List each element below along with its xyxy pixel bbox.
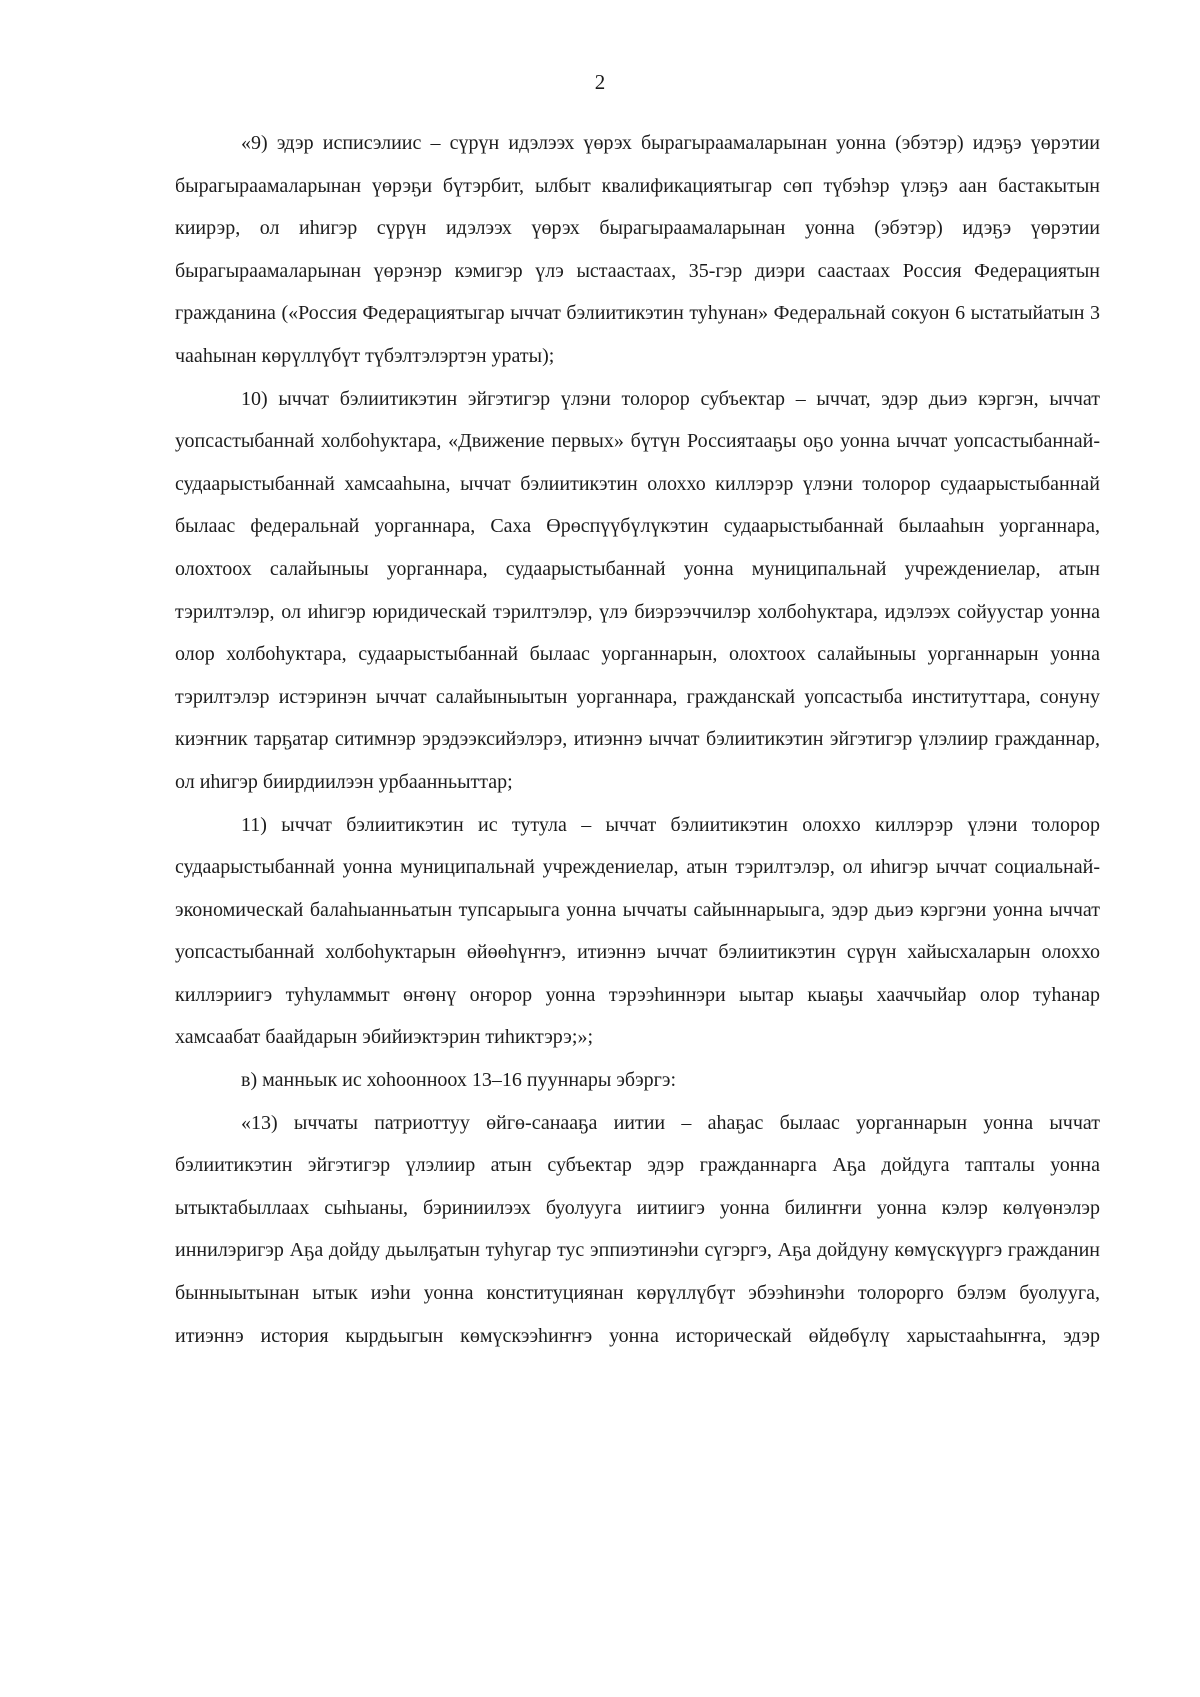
paragraph-subclause-v: в) манньык ис хоһоонноох 13–16 пууннары эбэргэ: xyxy=(241,1069,677,1092)
document-body xyxy=(175,122,1100,1357)
paragraph-item-10: 10) ыччат бэлиитикэтин эйгэтигэр үлэни толорор субъектар – ыччат, эдэр дьиэ кэргэн, ыччат уопсастыбаннай холбоһуктара, «Движение первых» бүтүн Россиятааҕы оҕо уонна ыччат уопсастыбаннай-судаарыстыбаннай хамсааһына, ыччат бэлиитикэтин олоххо киллэрэр үлэни толорор судаарыстыбаннай былаас федеральнай уорганнара, Саха Өрөспүүбүлүкэтин судаарыстыбаннай былааһын уорганнара, олохтоох салайыныы уорганнара, судаарыстыбаннай уонна муниципальнай учреждениелар, атын тэрилтэлэр, ол иһигэр юридическай тэрилтэлэр, үлэ биэрээччилэр холбоһуктара, идэлээх сойуустар уонна олор холбоһуктара, судаарыстыбаннай былаас уорганнарын, олохтоох салайыныы уорганнарын уонна тэрилтэлэр истэринэн ыччат салайыныытын уорганнара, гражданскай уопсастыба институттара, сонуну киэҥник тарҕатар ситимнэр эрэдээксийэлэрэ, итиэннэ ыччат бэлиитикэтин эйгэтигэр үлэлиир гражданнар, ол иһигэр биирдиилээн урбаанньыттар; xyxy=(175,387,1100,793)
paragraph-item-11: 11) ыччат бэлиитикэтин ис тутула – ыччат бэлиитикэтин олоххо киллэрэр үлэни толорор судаарыстыбаннай уонна муниципальнай учреждениелар, атын тэрилтэлэр, ол иһигэр ыччат социальнай-экономическай балаһыанньатын тупсарыыга уонна ыччаты сайыннарыыга, эдэр дьиэ кэргэни уонна ыччат уопсастыбаннай холбоһуктарын өйөөһүҥҥэ, итиэннэ ыччат бэлиитикэтин сүрүн хайысхаларын олоххо киллэриигэ туһуламмыт өҥөнү оҥорор уонна тэрээһиннэри ыытар кыаҕы хааччыйар олор туһанар хамсаабат баайдарын эбийиэктэрин тиһиктэрэ;»; xyxy=(175,813,1100,1049)
paragraph-item-9: «9) эдэр исписэлиис – сүрүн идэлээх үөрэх бырагыраамаларынан уонна (эбэтэр) идэҕэ үөрэтии бырагыраамаларынан үөрэҕи бүтэрбит, ылбыт квалификациятыгар сөп түбэһэр үлэҕэ аан бастакытын киирэр, ол иһигэр сүрүн идэлээх үөрэх бырагыраамаларынан уонна (эбэтэр) идэҕэ үөрэтии бырагыраамаларынан үөрэнэр кэмигэр үлэ ыстаастаах, 35-гэр диэри саастаах Россия Федерациятын гражданина («Россия Федерациятыгар ыччат бэлиитикэтин туһунан» Федеральнай сокуон 6 ыстатыйатын 3 чааһынан көрүллүбүт түбэлтэлэртэн ураты); xyxy=(175,132,1100,367)
page-number: 2 xyxy=(594,70,606,94)
paragraph-item-13: «13) ыччаты патриоттуу өйгө-санааҕа иитии – аһаҕас былаас уорганнарын уонна ыччат бэлиитикэтин эйгэтигэр үлэлиир атын субъектар эдэр гражданнарга Аҕа дойдуга тапталы уонна ытыктабыллаах сыһыаны, бэриниилээх буолууга иитиигэ уонна билиҥҥи уонна кэлэр көлүөнэлэр иннилэригэр Аҕа дойду дьылҕатын туһугар тус эппиэтинэһи сүгэргэ, Аҕа дойдуну көмүскүүргэ гражданин бынныытынан ытык иэһи уонна конституциянан көрүллүбүт эбээһинэһи толорорго бэлэм буолууга, итиэннэ история кырдьыгын көмүскээһиҥҥэ уонна историческай өйдөбүлү харыстааһыҥҥа, эдэр xyxy=(175,1111,1100,1347)
